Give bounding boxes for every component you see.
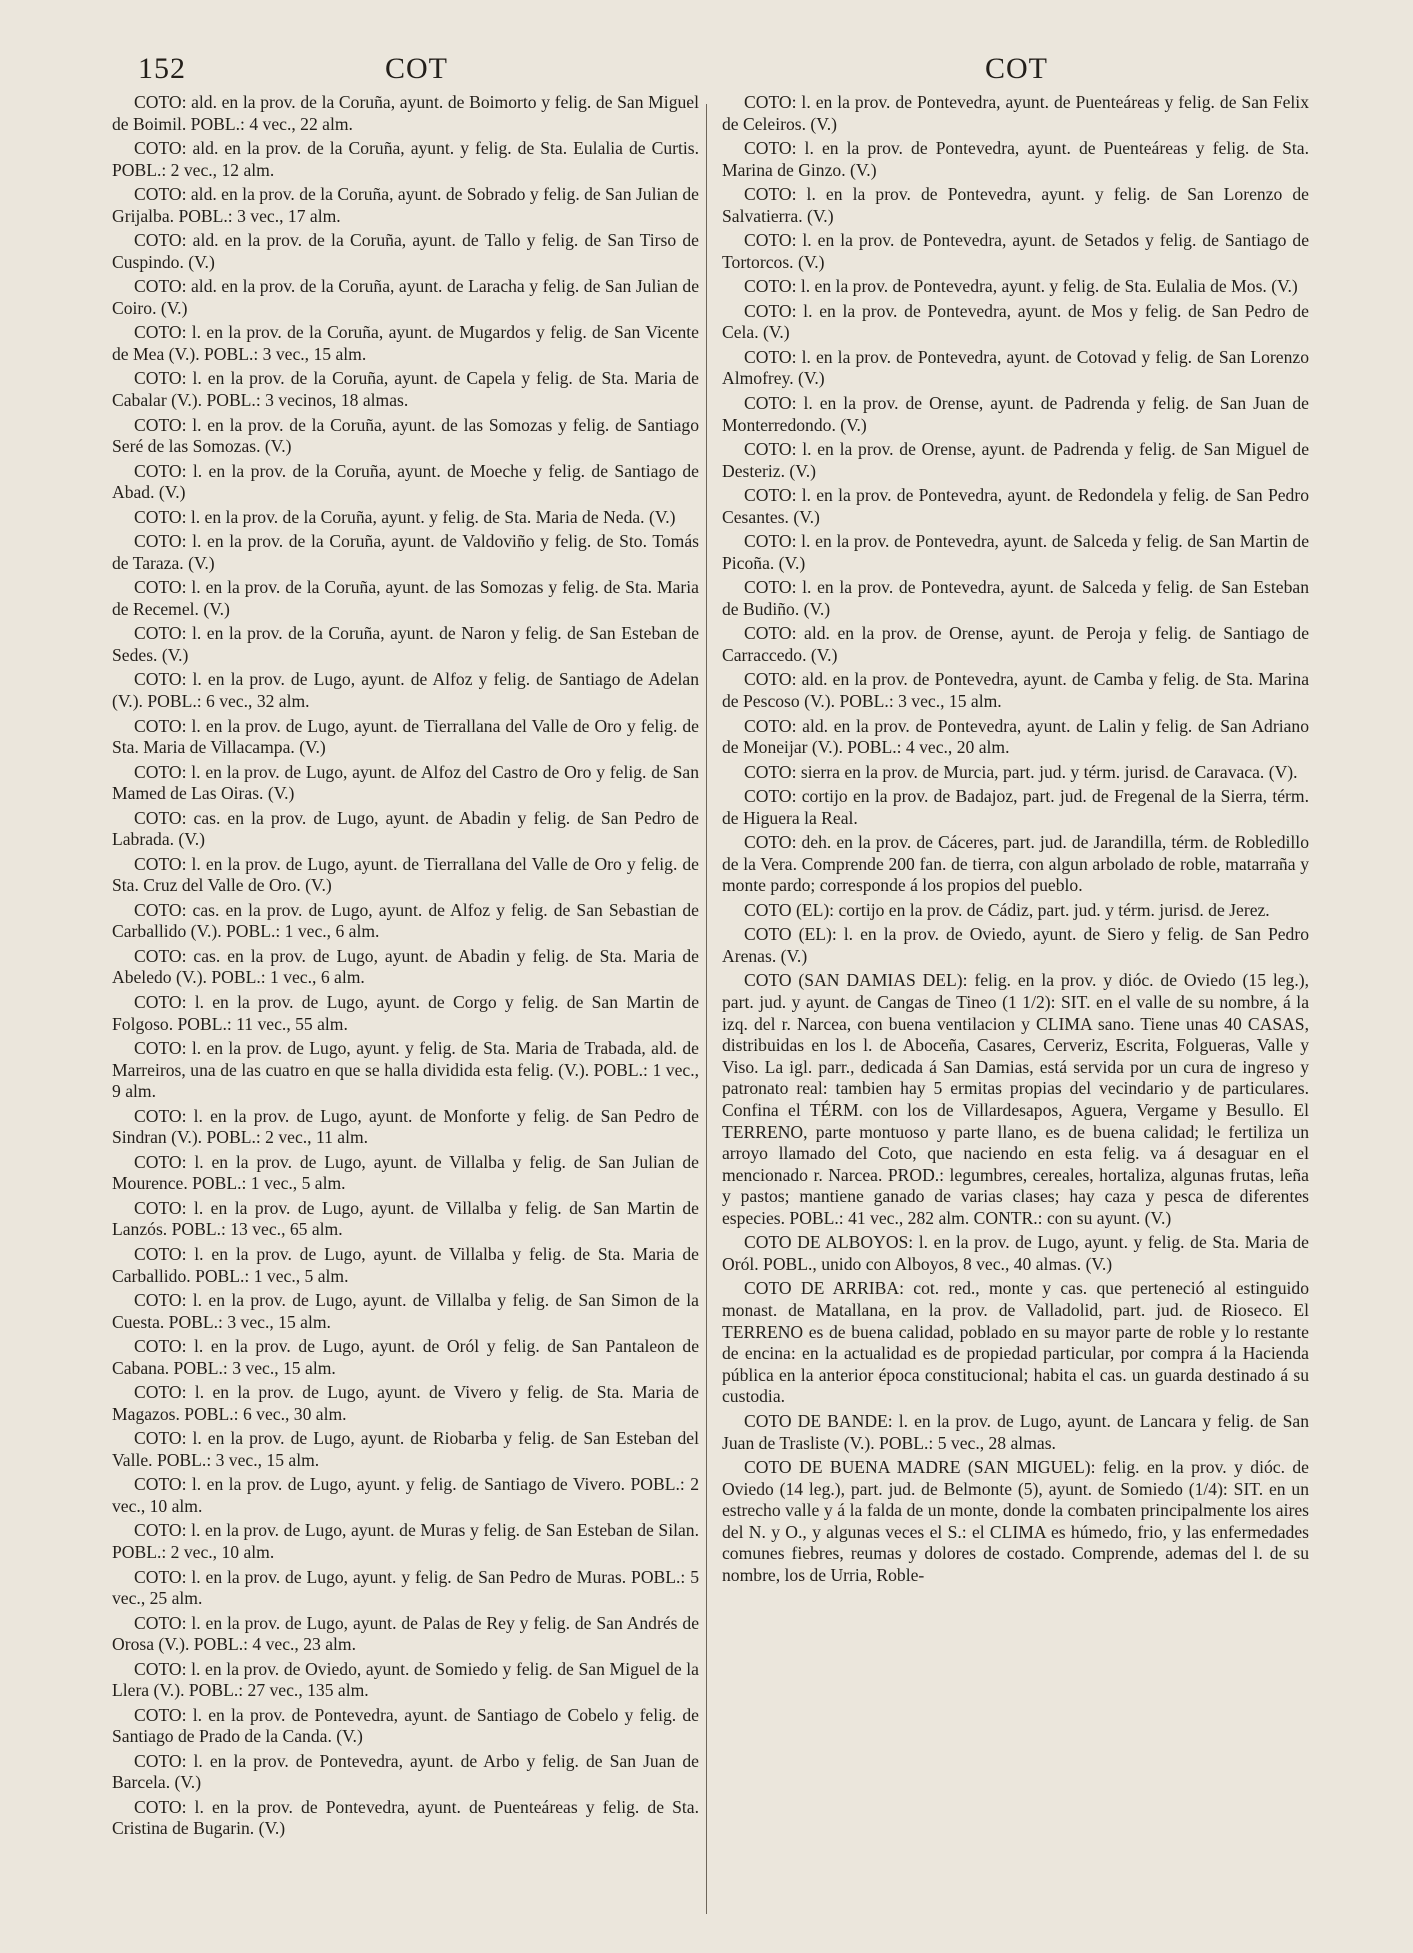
dictionary-entry: COTO (EL): cortijo en la prov. de Cádiz, part. jud. y térm. jurisd. de Jerez. <box>744 899 1270 920</box>
dictionary-entry: COTO (SAN DAMIAS DEL): felig. en la prov. y dióc. de Oviedo (15 leg.), part. jud. y ayunt. de Cangas de Tineo (1 1/2): SIT. en el valle de su nombre, á la izq. del r. Narcea, con buena ventilacion y CLIMA sano. Tiene unas 40 CASAS, distribuidas en los l. de Aboceña, Casares, Cerveriz, Escrita, Folgueras, Valle y Viso. La igl. parr., dedicada á San Damias, está servida por un cura de ingreso y patronato real: tambien hay 5 ermitas propias del vecindario y de particulares. Confina el TÉRM. con los de Villardesapos, Aguera, Vergame y Besullo. El TERRENO, parte montuoso y parte llano, es de buena calidad; le fertiliza un arroyo llamado del Coto, que naciendo en esta felig. va á desaguar en el mencionado r. Narcea. PROD.: legumbres, cereales, hortaliza, algunas frutas, leña y pastos; mantiene ganado de varias clases; hay caza y pesca de diferentes especies. POBL.: 41 vec., 282 alm. CONTR.: con su ayunt. (V.) <box>722 970 1309 1228</box>
dictionary-entry: COTO: deh. en la prov. de Cáceres, part. jud. de Jarandilla, térm. de Robledillo de la Vera. Comprende 200 fan. de tierra, con algun arbolado de roble, matarraña y monte pardo; corresponde á los propios del pueblo. <box>722 832 1309 896</box>
left-column <box>112 92 699 1843</box>
dictionary-entry: COTO: ald. en la prov. de la Coruña, ayunt. de Boimorto y felig. de San Miguel de Boimil. POBL.: 4 vec., 22 alm. <box>112 92 699 134</box>
dictionary-entry: COTO: l. en la prov. de Lugo, ayunt. de Villalba y felig. de San Martin de Lanzós. POBL.: 13 vec., 65 alm. <box>112 1197 699 1240</box>
dictionary-entry: COTO: l. en la prov. de la Coruña, ayunt. y felig. de Sta. Maria de Neda. (V.) <box>134 506 676 527</box>
dictionary-entry: COTO: cas. en la prov. de Lugo, ayunt. de Abadin y felig. de San Pedro de Labrada. (V.) <box>112 807 699 850</box>
dictionary-entry: COTO: ald. en la prov. de la Coruña, ayunt. de Sobrado y felig. de San Julian de Grijalba. POBL.: 3 vec., 17 alm. <box>112 184 699 226</box>
dictionary-entry: COTO: l. en la prov. de Pontevedra, ayunt. de Arbo y felig. de San Juan de Barcela. (V.) <box>112 1750 699 1793</box>
dictionary-entry: COTO: l. en la prov. de la Coruña, ayunt. de Valdoviño y felig. de Sto. Tomás de Taraza. (V.) <box>112 531 699 573</box>
dictionary-entry: COTO: l. en la prov. de Pontevedra, ayunt. de Santiago de Cobelo y felig. de Santiago de Prado de la Canda. (V.) <box>112 1704 699 1747</box>
dictionary-entry: COTO: ald. en la prov. de Orense, ayunt. de Peroja y felig. de Santiago de Carraccedo. (V.) <box>722 623 1309 665</box>
dictionary-entry: COTO: l. en la prov. de Lugo, ayunt. de Corgo y felig. de San Martin de Folgoso. POBL.: 11 vec., 55 alm. <box>112 991 699 1034</box>
dictionary-entry: COTO: l. en la prov. de Lugo, ayunt. de Vivero y felig. de Sta. Maria de Magazos. POBL.: 6 vec., 30 alm. <box>112 1382 699 1424</box>
dictionary-entry: COTO: l. en la prov. de Lugo, ayunt. de Riobarba y felig. de San Esteban del Valle. POBL.: 3 vec., 15 alm. <box>112 1428 699 1470</box>
dictionary-entry: COTO: l. en la prov. de Lugo, ayunt. de Palas de Rey y felig. de San Andrés de Orosa (V.). POBL.: 4 vec., 23 alm. <box>112 1612 699 1655</box>
dictionary-entry: COTO: l. en la prov. de Lugo, ayunt. y felig. de Santiago de Vivero. POBL.: 2 vec., 10 alm. <box>112 1474 699 1516</box>
dictionary-entry: COTO: l. en la prov. de Pontevedra, ayunt. de Puenteáreas y felig. de Sta. Cristina de Bugarin. (V.) <box>112 1796 699 1839</box>
dictionary-entry: COTO: l. en la prov. de Pontevedra, ayunt. de Redondela y felig. de San Pedro Cesantes. (V.) <box>722 485 1309 527</box>
dictionary-entry: COTO (EL): l. en la prov. de Oviedo, ayunt. de Siero y felig. de San Pedro Arenas. (V.) <box>722 924 1309 966</box>
page-number: 152 <box>138 52 186 85</box>
dictionary-entry: COTO: ald. en la prov. de la Coruña, ayunt. de Tallo y felig. de San Tirso de Cuspindo. (V.) <box>112 230 699 272</box>
dictionary-entry: COTO: l. en la prov. de Lugo, ayunt. de Villalba y felig. de San Simon de la Cuesta. POBL.: 3 vec., 15 alm. <box>112 1290 699 1332</box>
dictionary-entry: COTO: l. en la prov. de Orense, ayunt. de Padrenda y felig. de San Miguel de Desteriz. (V.) <box>722 439 1309 481</box>
dictionary-entry: COTO: l. en la prov. de Lugo, ayunt. de Muras y felig. de San Esteban de Silan. POBL.: 2 vec., 10 alm. <box>112 1520 699 1563</box>
dictionary-entry: COTO: l. en la prov. de Lugo, ayunt. de Tierrallana del Valle de Oro y felig. de Sta. Maria de Villacampa. (V.) <box>112 715 699 758</box>
left-running-head: COT <box>385 52 448 85</box>
dictionary-entry: COTO: l. en la prov. de Lugo, ayunt. y felig. de Sta. Maria de Trabada, ald. de Marreiros, una de las cuatro en que se halla dividida esta felig. (V.). POBL.: 1 vec., 9 alm. <box>112 1038 699 1102</box>
dictionary-entry: COTO: l. en la prov. de Lugo, ayunt. de Alfoz del Castro de Oro y felig. de San Mamed de Las Oiras. (V.) <box>112 761 699 804</box>
dictionary-entry: COTO: l. en la prov. de Pontevedra, ayunt. de Setados y felig. de Santiago de Tortorcos. (V.) <box>722 230 1309 272</box>
dictionary-entry: COTO: sierra en la prov. de Murcia, part. jud. y térm. jurisd. de Caravaca. (V). <box>744 761 1298 782</box>
dictionary-entry: COTO: l. en la prov. de la Coruña, ayunt. de Capela y felig. de Sta. Maria de Cabalar (V.). POBL.: 3 vecinos, 18 almas. <box>112 368 699 411</box>
dictionary-entry: COTO: l. en la prov. de la Coruña, ayunt. de Moeche y felig. de Santiago de Abad. (V.) <box>112 460 699 503</box>
dictionary-entry: COTO: cortijo en la prov. de Badajoz, part. jud. de Fregenal de la Sierra, térm. de Higuera la Real. <box>722 786 1309 828</box>
dictionary-entry: COTO: l. en la prov. de la Coruña, ayunt. de Naron y felig. de San Esteban de Sedes. (V.) <box>112 623 699 665</box>
dictionary-entry: COTO: l. en la prov. de Lugo, ayunt. de Tierrallana del Valle de Oro y felig. de Sta. Cruz del Valle de Oro. (V.) <box>112 853 699 896</box>
dictionary-entry: COTO: cas. en la prov. de Lugo, ayunt. de Abadin y felig. de Sta. Maria de Abeledo (V.). POBL.: 1 vec., 6 alm. <box>112 945 699 988</box>
dictionary-entry: COTO: l. en la prov. de Lugo, ayunt. de Monforte y felig. de San Pedro de Sindran (V.). POBL.: 2 vec., 11 alm. <box>112 1105 699 1148</box>
dictionary-entry: COTO: ald. en la prov. de Pontevedra, ayunt. de Lalin y felig. de San Adriano de Moneijar (V.). POBL.: 4 vec., 20 alm. <box>722 715 1309 758</box>
dictionary-entry: COTO: l. en la prov. de Pontevedra, ayunt. y felig. de Sta. Eulalia de Mos. (V.) <box>744 276 1298 297</box>
dictionary-entry: COTO: l. en la prov. de la Coruña, ayunt. de las Somozas y felig. de Santiago Seré de las Somozas. (V.) <box>112 414 699 457</box>
dictionary-entry: COTO: ald. en la prov. de la Coruña, ayunt. de Laracha y felig. de San Julian de Coiro. (V.) <box>112 276 699 318</box>
dictionary-entry: COTO: l. en la prov. de la Coruña, ayunt. de las Somozas y felig. de Sta. Maria de Recemel. (V.) <box>112 577 699 619</box>
dictionary-entry: COTO: ald. en la prov. de Pontevedra, ayunt. de Camba y felig. de Sta. Marina de Pescoso (V.). POBL.: 3 vec., 15 alm. <box>722 669 1309 712</box>
dictionary-entry: COTO: cas. en la prov. de Lugo, ayunt. de Alfoz y felig. de San Sebastian de Carballido (V.). POBL.: 1 vec., 6 alm. <box>112 899 699 942</box>
dictionary-entry: COTO: l. en la prov. de Pontevedra, ayunt. de Salceda y felig. de San Esteban de Budiño. (V.) <box>722 577 1309 619</box>
dictionary-entry: COTO: l. en la prov. de Pontevedra, ayunt. de Puenteáreas y felig. de San Felix de Celeiros. (V.) <box>722 92 1309 134</box>
right-column <box>722 92 1309 1589</box>
dictionary-entry: COTO: l. en la prov. de Lugo, ayunt. de Villalba y felig. de Sta. Maria de Carballido. POBL.: 1 vec., 5 alm. <box>112 1243 699 1286</box>
column-divider <box>706 104 707 1914</box>
dictionary-entry: COTO: l. en la prov. de Lugo, ayunt. de Oról y felig. de San Pantaleon de Cabana. POBL.: 3 vec., 15 alm. <box>112 1336 699 1378</box>
dictionary-entry: COTO: l. en la prov. de Pontevedra, ayunt. de Mos y felig. de San Pedro de Cela. (V.) <box>722 300 1309 343</box>
dictionary-entry: COTO: l. en la prov. de Orense, ayunt. de Padrenda y felig. de San Juan de Monterredondo. (V.) <box>722 392 1309 435</box>
dictionary-entry: COTO DE ARRIBA: cot. red., monte y cas. que perteneció al estinguido monast. de Matallana, en la prov. de Valladolid, part. jud. de Rioseco. El TERRENO es de buena calidad, poblado en su mayor parte de roble y lo restante de encina: en la actualidad es de propiedad particular, por compra á la Hacienda pública en la anterior época constitucional; habita el cas. un guarda destinado á su custodia. <box>722 1278 1309 1407</box>
dictionary-entry: COTO: l. en la prov. de Pontevedra, ayunt. de Cotovad y felig. de San Lorenzo Almofrey. (V.) <box>722 346 1309 389</box>
right-running-head: COT <box>985 52 1048 85</box>
dictionary-entry: COTO DE BANDE: l. en la prov. de Lugo, ayunt. de Lancara y felig. de San Juan de Trasliste (V.). POBL.: 5 vec., 28 almas. <box>722 1410 1309 1453</box>
dictionary-entry: COTO DE ALBOYOS: l. en la prov. de Lugo, ayunt. y felig. de Sta. Maria de Oról. POBL., unido con Alboyos, 8 vec., 40 almas. (V.) <box>722 1232 1309 1274</box>
dictionary-entry: COTO: l. en la prov. de Lugo, ayunt. de Villalba y felig. de San Julian de Mourence. POBL.: 1 vec., 5 alm. <box>112 1151 699 1194</box>
dictionary-entry: COTO: l. en la prov. de Pontevedra, ayunt. de Salceda y felig. de San Martin de Picoña. (V.) <box>722 531 1309 573</box>
dictionary-entry: COTO: l. en la prov. de Lugo, ayunt. de Alfoz y felig. de Santiago de Adelan (V.). POBL.: 6 vec., 32 alm. <box>112 669 699 712</box>
dictionary-entry: COTO: ald. en la prov. de la Coruña, ayunt. y felig. de Sta. Eulalia de Curtis. POBL.: 2 vec., 12 alm. <box>112 138 699 180</box>
dictionary-entry: COTO: l. en la prov. de Lugo, ayunt. y felig. de San Pedro de Muras. POBL.: 5 vec., 25 alm. <box>112 1566 699 1609</box>
dictionary-entry: COTO: l. en la prov. de Pontevedra, ayunt. y felig. de San Lorenzo de Salvatierra. (V.) <box>722 184 1309 226</box>
dictionary-entry: COTO: l. en la prov. de Pontevedra, ayunt. de Puenteáreas y felig. de Sta. Marina de Ginzo. (V.) <box>722 138 1309 180</box>
dictionary-entry: COTO: l. en la prov. de Oviedo, ayunt. de Somiedo y felig. de San Miguel de la Llera (V.). POBL.: 27 vec., 135 alm. <box>112 1658 699 1701</box>
dictionary-entry: COTO DE BUENA MADRE (SAN MIGUEL): felig. en la prov. y dióc. de Oviedo (14 leg.), part. jud. de Belmonte (5), ayunt. de Somiedo (1/4): SIT. en un estrecho valle y á la falda de un monte, donde la combaten principalmente los aires del N. y O., y algunas veces el S.: el CLIMA es húmedo, frio, y las enfermedades comunes fiebres, reumas y dolores de costado. Comprende, ademas del l. de su nombre, los de Urria, Roble- <box>722 1457 1309 1585</box>
dictionary-entry: COTO: l. en la prov. de la Coruña, ayunt. de Mugardos y felig. de San Vicente de Mea (V.). POBL.: 3 vec., 15 alm. <box>112 322 699 364</box>
